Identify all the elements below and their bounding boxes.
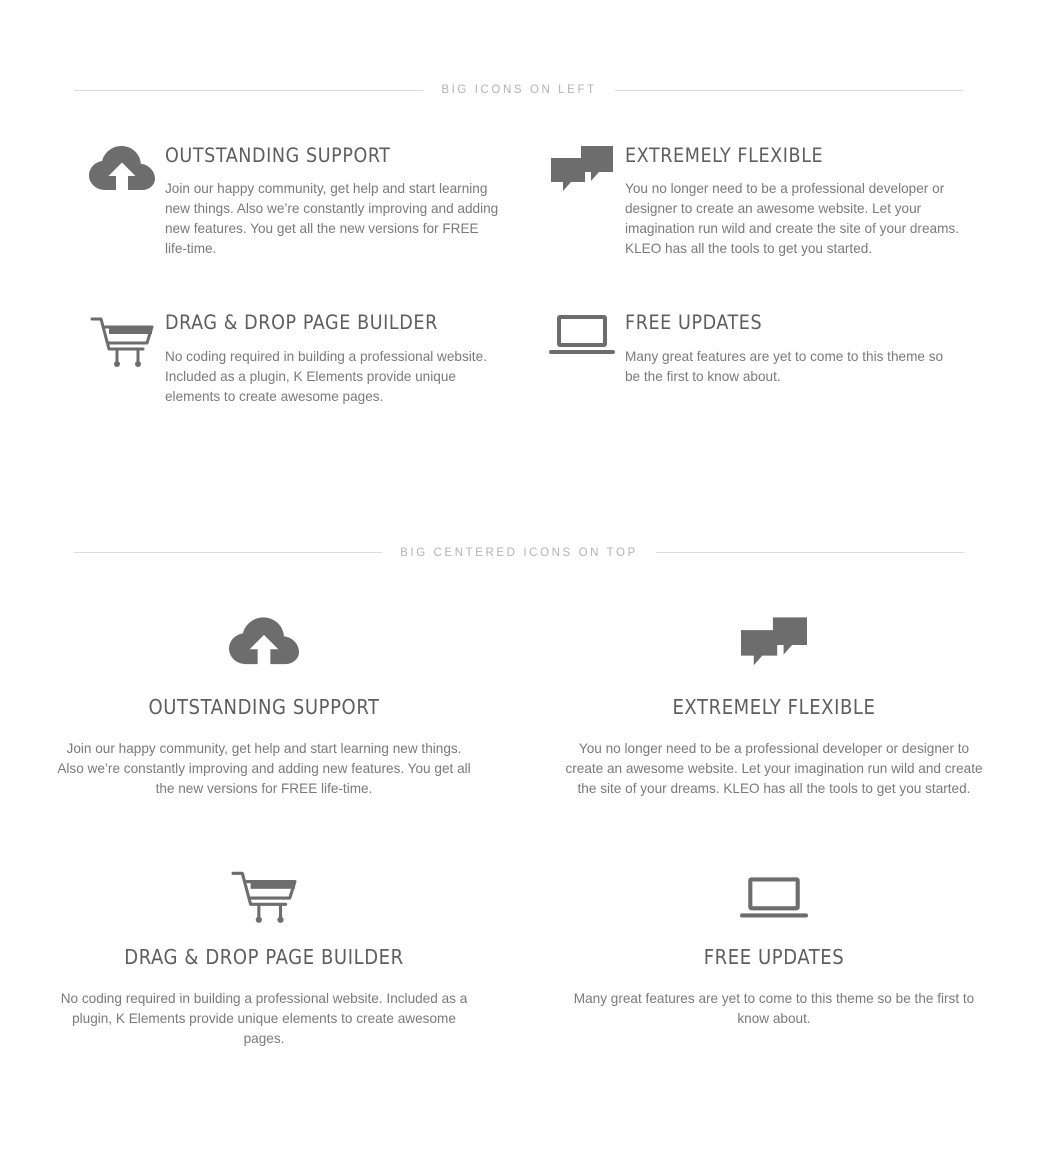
section-big-icons-on-left [0,0,1038,447]
feature-grid-left [79,132,959,447]
feature-body [625,311,959,386]
feature-item [79,132,499,299]
feature-text: No coding required in building a professional website. Included as a plugin, K Elements provide unique elements to create awesome pages. [60,990,468,1046]
feature-text: You no longer need to be a professional developer or designer to create an awesome website. Let your imagination run wild and create the site of your dreams. KLEO has all the tools to get you started. [565,740,983,796]
section-divider [74,84,964,96]
feature-item [539,132,959,299]
laptop-icon [563,851,985,923]
feature-title: OUTSTANDING SUPPORT [148,694,380,719]
feature-text: No coding required in building a professional website. Included as a plugin, K Elements provide unique elements to create awesome pages. [165,348,487,404]
feature-text: You no longer need to be a professional developer or designer to create an awesome website. Let your imagination run wild and create the site of your dreams. KLEO has all the tools to get you started. [625,181,959,257]
feature-grid-centered [29,601,1009,1101]
section-divider-label: BIG CENTERED ICONS ON TOP [400,546,638,559]
shopping-cart-icon [79,311,165,367]
section-divider-label: BIG ICONS ON LEFT [441,84,597,96]
shopping-cart-icon [53,851,475,923]
divider-rule-left [74,552,382,553]
chat-bubbles-icon [539,144,625,198]
feature-body [625,144,959,259]
feature-title: EXTREMELY FLEXIBLE [625,144,824,167]
cloud-download-icon [53,601,475,673]
divider-rule-right [615,90,964,91]
section-divider [74,547,964,559]
feature-item [539,851,1009,1101]
feature-title: FREE UPDATES [625,311,763,335]
laptop-icon [539,311,625,359]
feature-item [539,601,1009,851]
cloud-download-icon [79,144,165,198]
feature-text: Join our happy community, get help and start learning new things. Also we’re constantly improving and adding new features. You get all the new versions for FREE life-time. [165,181,499,257]
feature-title: DRAG & DROP PAGE BUILDER [124,944,404,969]
feature-item [79,299,499,446]
feature-text: Many great features are yet to come to this theme so be the first to know about. [625,348,944,384]
feature-title: DRAG & DROP PAGE BUILDER [165,311,438,335]
divider-rule-right [656,552,964,553]
feature-title: EXTREMELY FLEXIBLE [672,694,876,719]
feature-item [29,601,499,851]
feature-text: Many great features are yet to come to this theme so be the first to know about. [573,990,975,1026]
feature-title: OUTSTANDING SUPPORT [165,144,391,167]
feature-item [539,299,959,446]
feature-body [165,311,499,406]
section-big-centered-icons-on-top [0,447,1038,1101]
feature-item [29,851,499,1101]
divider-rule-left [74,90,423,91]
chat-bubbles-icon [563,601,985,673]
feature-title: FREE UPDATES [703,944,845,969]
feature-text: Join our happy community, get help and start learning new things. Also we’re constantly improving and adding new features. You get all the new versions for FREE life-time. [57,740,471,796]
feature-body [165,144,499,259]
